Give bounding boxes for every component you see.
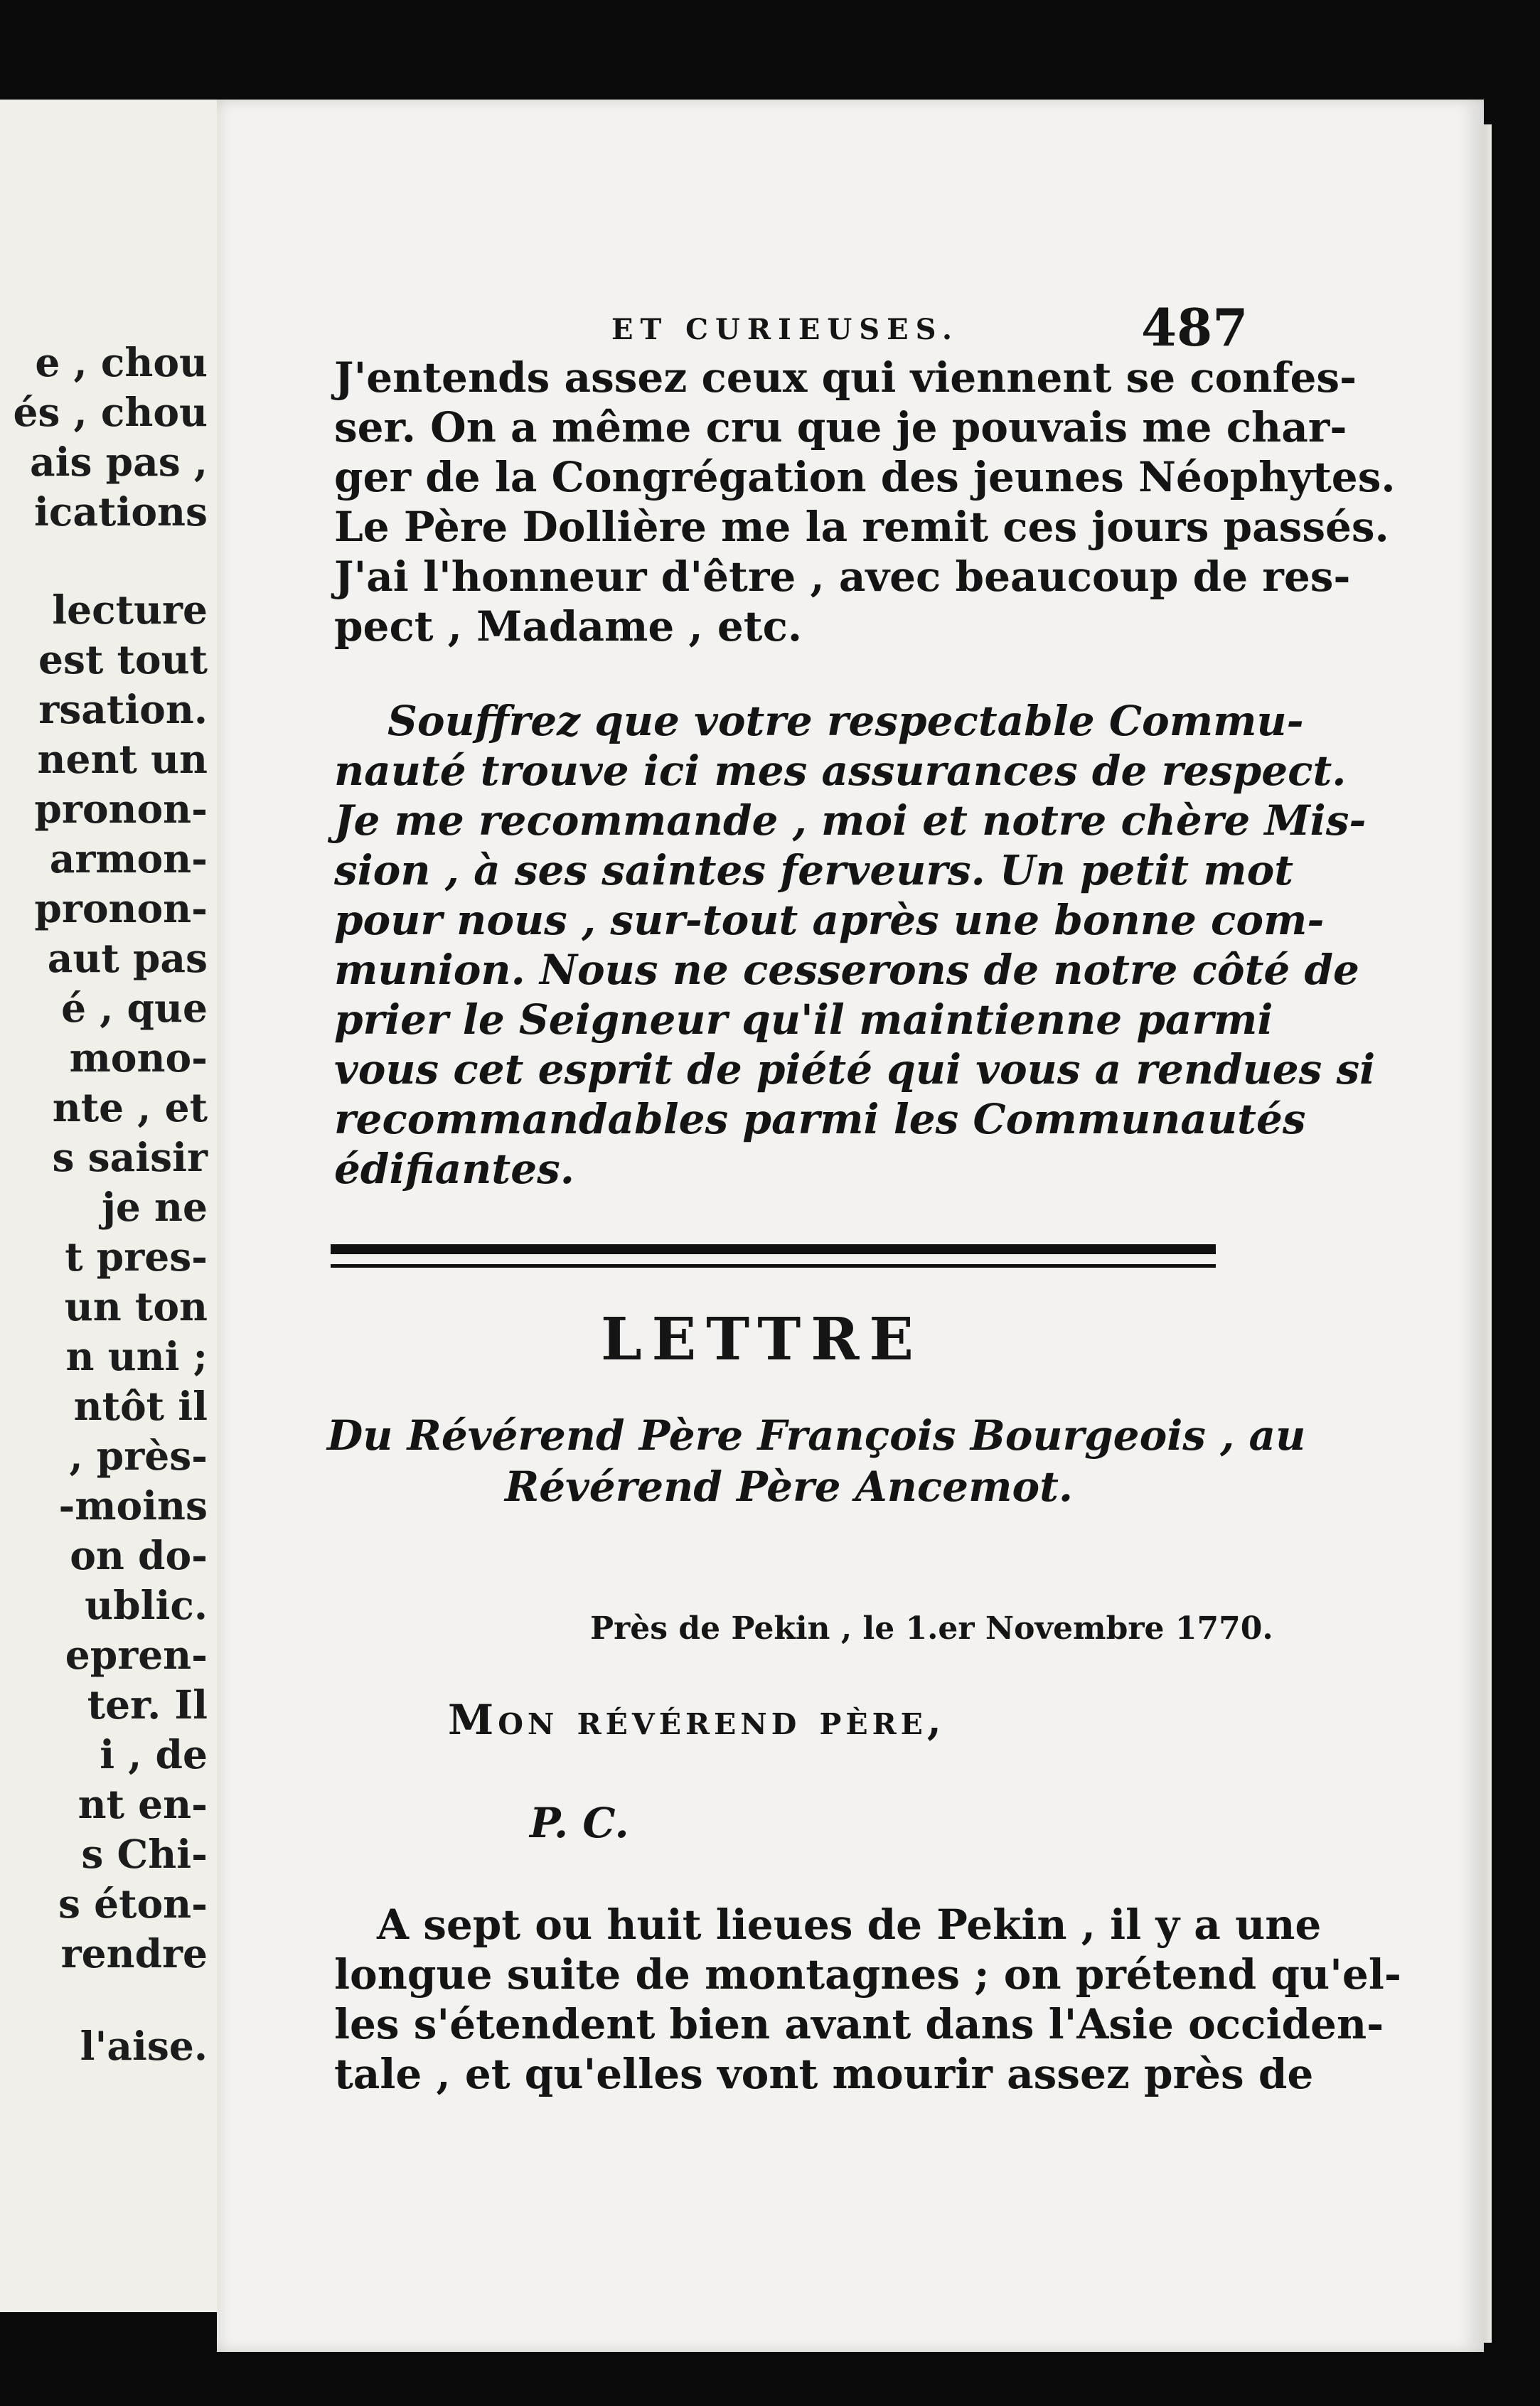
facing-line: je ne xyxy=(101,1184,208,1230)
facing-line: epren- xyxy=(65,1632,208,1678)
facing-line: é , que xyxy=(61,985,208,1031)
running-header: ET CURIEUSES. xyxy=(611,313,959,346)
facing-line: nt en- xyxy=(77,1781,208,1827)
letter-title-text: LETTRE xyxy=(601,1305,924,1374)
facing-line: nent un xyxy=(37,736,208,782)
facing-line: n uni ; xyxy=(65,1333,208,1379)
body-line: ger de la Congrégation des jeunes Néophytes. xyxy=(334,453,1396,501)
facing-line: és , chou xyxy=(13,389,208,435)
facing-line: armon- xyxy=(49,835,208,882)
facing-line: ublic. xyxy=(85,1582,208,1628)
facing-line: , près- xyxy=(69,1433,208,1479)
body-line: Le Père Dollière me la remit ces jours passés. xyxy=(334,503,1389,551)
facing-line: rsation. xyxy=(38,686,208,732)
facing-line: un ton xyxy=(64,1283,208,1330)
facing-line: lecture xyxy=(52,587,208,633)
italic-line: vous cet esprit de piété qui vous a rendues si xyxy=(334,1045,1376,1094)
letter-salutation: Mon révérend père, xyxy=(448,1696,946,1744)
italic-line: Je me recommande , moi et notre chère Mis- xyxy=(334,796,1367,845)
body-line: J'entends assez ceux qui viennent se confes- xyxy=(334,353,1357,402)
facing-line: nte , et xyxy=(52,1084,208,1130)
italic-line: Souffrez que votre respectable Commu- xyxy=(387,697,1304,745)
facing-line: l'aise. xyxy=(80,2023,208,2069)
closing-line: tale , et qu'elles vont mourir assez près de xyxy=(334,2050,1314,2098)
closing-line: A sept ou huit lieues de Pekin , il y a une xyxy=(377,1900,1322,1949)
italic-line: prier le Seigneur qu'il maintienne parmi xyxy=(334,995,1273,1044)
facing-line: rendre xyxy=(60,1930,208,1977)
facing-line: ntôt il xyxy=(73,1383,208,1429)
italic-line: sion , à ses saintes ferveurs. Un petit mot xyxy=(334,846,1294,894)
facing-line: t pres- xyxy=(65,1234,208,1280)
facing-page xyxy=(0,100,219,2312)
italic-line: recommandables parmi les Communautés xyxy=(334,1095,1306,1143)
italic-line: munion. Nous ne cesserons de notre côté de xyxy=(334,946,1359,994)
facing-line: pronon- xyxy=(34,786,208,832)
body-line: ser. On a même cru que je pouvais me char- xyxy=(334,403,1347,451)
italic-line: pour nous , sur-tout après une bonne com- xyxy=(334,896,1325,944)
facing-line: -moins xyxy=(58,1482,208,1529)
facing-line: i , de xyxy=(100,1731,208,1777)
facing-line: s éton- xyxy=(58,1881,208,1927)
italic-line: nauté trouve ici mes assurances de respect. xyxy=(334,747,1347,795)
letter-subtitle-line2: Révérend Père Ancemot. xyxy=(505,1463,1074,1511)
letter-dateline: Près de Pekin , le 1.er Novembre 1770. xyxy=(590,1610,1273,1647)
facing-line: aut pas xyxy=(47,935,208,981)
letter-subtitle-line1: Du Révérend Père François Bourgeois , au xyxy=(327,1411,1306,1460)
facing-line: ter. Il xyxy=(87,1681,208,1728)
letter-pc: P. C. xyxy=(530,1799,629,1847)
double-rule-thin xyxy=(331,1264,1216,1268)
closing-line: les s'étendent bien avant dans l'Asie occiden- xyxy=(334,2000,1384,2048)
facing-line: mono- xyxy=(69,1034,208,1081)
body-line: pect , Madame , etc. xyxy=(334,602,803,651)
facing-line: s Chi- xyxy=(81,1831,208,1877)
facing-line: pronon- xyxy=(34,885,208,931)
facing-line: on do- xyxy=(70,1532,208,1578)
closing-line: longue suite de montagnes ; on prétend qu'el- xyxy=(334,1950,1401,1999)
italic-line: édifiantes. xyxy=(334,1145,574,1193)
facing-line: ications xyxy=(34,488,208,535)
facing-line: e , chou xyxy=(35,339,208,385)
body-line: J'ai l'honneur d'être , avec beaucoup de res- xyxy=(334,552,1351,601)
facing-line: est tout xyxy=(38,636,208,683)
double-rule-thick xyxy=(331,1244,1216,1254)
facing-line: ais pas , xyxy=(30,439,208,485)
facing-line: s saisir xyxy=(52,1134,208,1180)
page-number: 487 xyxy=(1141,297,1248,358)
